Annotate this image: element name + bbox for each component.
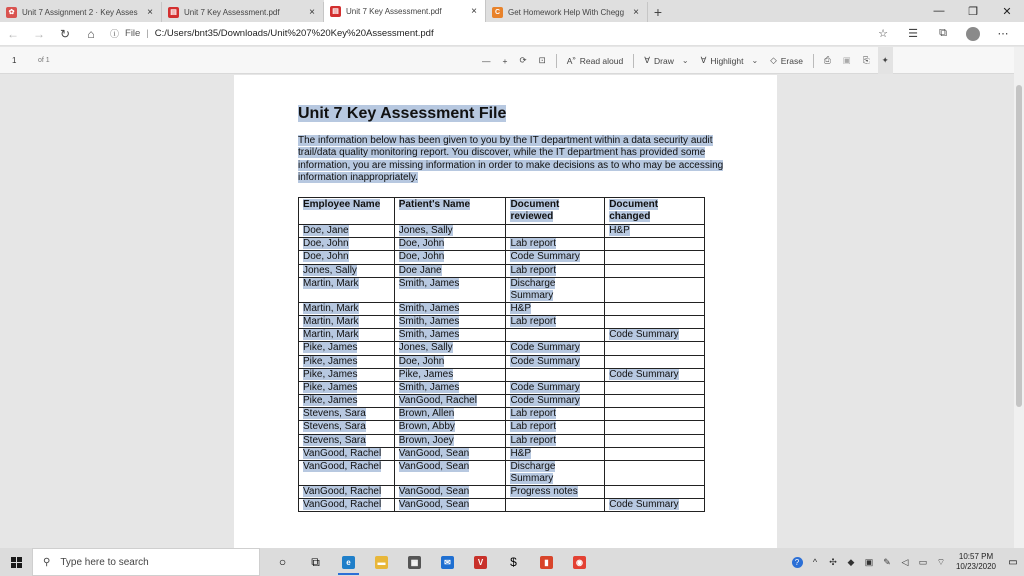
rotate-button[interactable]	[515, 47, 530, 74]
table-cell: Discharge Summary	[506, 461, 605, 486]
table-row	[299, 486, 705, 499]
display-icon[interactable]: ▣	[864, 556, 874, 567]
close-window-button[interactable]: ✕	[1002, 5, 1012, 18]
rotate-icon: ⟳	[519, 55, 527, 65]
table-cell: VanGood, Rachel	[394, 395, 506, 408]
table-row	[299, 225, 705, 238]
file-explorer-taskbar-button[interactable]	[365, 548, 398, 576]
table-cell: Progress notes	[506, 486, 605, 499]
table-cell: Lab report	[506, 421, 605, 434]
table-cell: Pike, James	[394, 368, 506, 381]
table-cell: Doe, John	[299, 238, 395, 251]
table-cell: VanGood, Rachel	[299, 461, 395, 486]
table-cell: Lab report	[506, 264, 605, 277]
table-cell: Doe Jane	[394, 264, 506, 277]
table-cell	[605, 355, 705, 368]
table-row	[299, 342, 705, 355]
office-taskbar-button[interactable]	[530, 548, 563, 576]
eraser-icon: ◇	[770, 55, 777, 65]
save-as-icon: ⎘	[862, 55, 870, 65]
table-cell	[605, 461, 705, 486]
table-cell: Lab report	[506, 434, 605, 447]
table-row	[299, 434, 705, 447]
table-cell: Smith, James	[394, 381, 506, 394]
refresh-button[interactable]	[52, 22, 78, 46]
office-icon: ▮	[540, 556, 553, 569]
table-cell	[605, 486, 705, 499]
pdf-icon: ▤	[330, 6, 341, 17]
pin-icon: ✦	[881, 55, 889, 65]
table-cell: Doe, John	[394, 355, 506, 368]
toolbar-divider	[633, 54, 634, 68]
table-cell	[605, 315, 705, 328]
chegg-icon: C	[492, 7, 503, 18]
table-cell	[605, 277, 705, 302]
save-button[interactable]	[839, 47, 855, 74]
close-tab-icon[interactable]: ×	[471, 5, 477, 17]
start-button[interactable]	[0, 548, 32, 576]
chevron-up-icon[interactable]: ^	[812, 557, 818, 567]
chrome-icon: ◉	[573, 556, 586, 569]
browser-tab[interactable]	[486, 2, 648, 22]
table-cell: H&P	[506, 447, 605, 460]
file-explorer-icon: ▬	[375, 556, 388, 569]
pen-icon[interactable]: ✎	[883, 556, 891, 567]
pdf-page	[234, 75, 777, 548]
table-cell: Doe, Jane	[299, 225, 395, 238]
table-cell: Stevens, Sara	[299, 408, 395, 421]
draw-icon: ∀	[644, 55, 651, 65]
edge-icon: e	[342, 556, 355, 569]
table-cell: VanGood, Sean	[394, 499, 506, 512]
table-row	[299, 395, 705, 408]
table-row	[299, 355, 705, 368]
table-cell: Code Summary	[506, 395, 605, 408]
table-cell: Brown, Abby	[394, 421, 506, 434]
task-view-taskbar-button[interactable]	[299, 548, 332, 576]
chevron-down-icon[interactable]: ⌄	[751, 56, 759, 65]
table-cell	[605, 421, 705, 434]
table-cell: VanGood, Rachel	[299, 499, 395, 512]
read-aloud-label: Read aloud	[579, 55, 624, 66]
search-placeholder: Type here to search	[60, 556, 149, 568]
table-row	[299, 408, 705, 421]
table-cell: Smith, James	[394, 277, 506, 302]
mail-icon: ✉	[441, 556, 454, 569]
zoom-in-button[interactable]: +	[502, 55, 508, 66]
table-cell: Code Summary	[605, 499, 705, 512]
table-row	[299, 238, 705, 251]
table-cell: Smith, James	[394, 302, 506, 315]
table-row	[299, 447, 705, 460]
scrollbar-thumb[interactable]	[1016, 85, 1022, 407]
table-cell: Doe, John	[394, 251, 506, 264]
table-cell	[605, 381, 705, 394]
table-row	[299, 461, 705, 486]
new-tab-button[interactable]: +	[653, 4, 663, 20]
address-bar	[0, 22, 1024, 46]
more-icon: ⋯	[997, 28, 1009, 40]
table-cell	[506, 368, 605, 381]
vertical-scrollbar[interactable]	[1014, 47, 1024, 548]
tab-strip	[0, 0, 1024, 22]
table-header-cell: Document changed	[605, 198, 705, 225]
table-cell	[605, 238, 705, 251]
table-cell: Pike, James	[299, 368, 395, 381]
table-cell: VanGood, Sean	[394, 486, 506, 499]
settings-menu-button[interactable]	[988, 22, 1018, 46]
table-cell: H&P	[506, 302, 605, 315]
table-cell: Jones, Sally	[394, 342, 506, 355]
maximize-button[interactable]: ❐	[968, 5, 978, 18]
url-separator: |	[146, 28, 149, 39]
table-cell: VanGood, Sean	[394, 447, 506, 460]
search-icon: ⚲	[43, 556, 51, 568]
table-cell: Stevens, Sara	[299, 434, 395, 447]
fit-page-icon: ⊡	[538, 55, 546, 65]
table-cell: Lab report	[506, 238, 605, 251]
close-tab-icon[interactable]: ×	[633, 6, 639, 18]
taskbar	[0, 548, 1024, 576]
table-cell: Jones, Sally	[394, 225, 506, 238]
table-cell	[605, 302, 705, 315]
mail-taskbar-button[interactable]	[431, 548, 464, 576]
pdf-icon: ▤	[168, 7, 179, 18]
table-header-cell: Document reviewed	[506, 198, 605, 225]
table-row	[299, 302, 705, 315]
draw-label: Draw	[654, 55, 674, 66]
close-tab-icon[interactable]: ×	[147, 6, 153, 18]
course-icon: ✿	[6, 7, 17, 18]
table-cell: Stevens, Sara	[299, 421, 395, 434]
table-row	[299, 264, 705, 277]
table-cell: Lab report	[506, 408, 605, 421]
table-cell	[605, 251, 705, 264]
back-button[interactable]	[0, 22, 26, 46]
erase-button[interactable]	[766, 47, 807, 74]
favorites-list-icon: ☰	[908, 28, 918, 40]
table-cell: Jones, Sally	[299, 264, 395, 277]
table-cell	[605, 408, 705, 421]
table-cell: Smith, James	[394, 315, 506, 328]
url-field[interactable]	[110, 27, 868, 40]
cortana-taskbar-button[interactable]	[266, 548, 299, 576]
help-icon[interactable]: ?	[788, 548, 806, 576]
collections-button[interactable]	[928, 22, 958, 46]
profile-button[interactable]	[958, 22, 988, 46]
table-row	[299, 277, 705, 302]
collections-icon: ⧉	[939, 27, 947, 39]
table-cell: Doe, John	[299, 251, 395, 264]
table-row	[299, 421, 705, 434]
highlight-label: Highlight	[710, 55, 744, 66]
info-icon[interactable]: ⓘ	[110, 29, 120, 39]
notification-icon: ▭	[1008, 556, 1018, 568]
highlight-button[interactable]	[697, 47, 763, 74]
table-cell: Pike, James	[299, 342, 395, 355]
star-icon: ☆	[878, 28, 888, 40]
arrow-right-icon: →	[33, 26, 45, 41]
table-row	[299, 381, 705, 394]
taskbar-search-box[interactable]	[32, 548, 260, 576]
table-cell: Discharge Summary	[506, 277, 605, 302]
table-cell	[506, 225, 605, 238]
save-as-button[interactable]	[859, 47, 874, 74]
window-controls	[922, 0, 1024, 22]
table-cell: Code Summary	[506, 342, 605, 355]
table-header-cell: Patient's Name	[394, 198, 506, 225]
app-dollar-taskbar-button[interactable]	[497, 548, 530, 576]
table-cell: Pike, James	[299, 395, 395, 408]
system-tray	[788, 548, 1024, 576]
url-scheme-label: File	[125, 28, 141, 39]
clock-time: 10:57 PM	[958, 552, 994, 561]
app-red-taskbar-button[interactable]	[464, 548, 497, 576]
battery-icon[interactable]: ▭	[918, 556, 928, 567]
table-cell: Code Summary	[506, 251, 605, 264]
table-cell: Brown, Joey	[394, 434, 506, 447]
table-cell: Martin, Mark	[299, 277, 395, 302]
cortana-icon: ○	[278, 555, 287, 569]
task-view-icon: ⧉	[311, 554, 320, 569]
url-text[interactable]: C:/Users/bnt35/Downloads/Unit%207%20Key%20Assessment.pdf	[154, 28, 434, 39]
chevron-down-icon[interactable]: ⌄	[681, 56, 689, 65]
table-cell: H&P	[605, 225, 705, 238]
tab-title: Unit 7 Key Assessment.pdf	[346, 6, 442, 16]
browser-tab[interactable]	[162, 2, 324, 22]
pin-toolbar-button[interactable]	[878, 47, 893, 74]
document-intro: The information below has been given to you by the IT department within a data security audit trail/data quality monitoring report. You discover, while the IT department has provided some information, you are missing information in order to make decisions as to who may be accessing information inappropriately.	[298, 135, 724, 183]
arrow-left-icon: ←	[7, 26, 19, 41]
table-cell: Code Summary	[506, 381, 605, 394]
home-icon: ⌂	[87, 26, 95, 41]
table-cell	[506, 329, 605, 342]
minimize-button[interactable]: —	[933, 5, 945, 17]
table-row	[299, 368, 705, 381]
read-aloud-button[interactable]	[563, 47, 628, 74]
print-icon: ⎙	[823, 55, 831, 65]
table-cell: Pike, James	[299, 355, 395, 368]
table-cell: Martin, Mark	[299, 315, 395, 328]
zoom-out-button[interactable]: —	[482, 55, 491, 66]
page-count: of 1	[38, 56, 50, 64]
table-cell: Doe, John	[394, 238, 506, 251]
favorites-button[interactable]	[898, 22, 928, 46]
store-taskbar-button[interactable]	[398, 548, 431, 576]
print-button[interactable]	[820, 47, 835, 74]
windows-logo-icon	[11, 557, 22, 568]
store-icon: ▦	[408, 556, 421, 569]
access-log-table	[298, 197, 705, 512]
tab-title: Get Homework Help With Chegg	[508, 7, 625, 17]
table-cell	[605, 395, 705, 408]
table-header-cell: Employee Name	[299, 198, 395, 225]
avatar	[966, 27, 980, 41]
app-dollar-icon: $	[510, 555, 517, 569]
read-aloud-icon: A»	[566, 55, 576, 66]
close-tab-icon[interactable]: ×	[309, 6, 315, 18]
app-red-icon: V	[474, 556, 487, 569]
table-cell: Pike, James	[299, 381, 395, 394]
edge-taskbar-button[interactable]	[332, 548, 365, 576]
home-button[interactable]	[78, 22, 104, 46]
table-cell: Smith, James	[394, 329, 506, 342]
favorite-button[interactable]	[868, 22, 898, 46]
erase-label: Erase	[780, 55, 803, 66]
table-cell	[506, 499, 605, 512]
table-cell: VanGood, Sean	[394, 461, 506, 486]
table-cell: VanGood, Rachel	[299, 447, 395, 460]
table-cell: Martin, Mark	[299, 302, 395, 315]
table-cell	[605, 447, 705, 460]
network-icon[interactable]: ⌔	[936, 556, 946, 567]
table-row	[299, 329, 705, 342]
save-icon: ▣	[842, 55, 851, 65]
document-title: Unit 7 Key Assessment File	[298, 105, 507, 122]
highlight-icon: ∀	[700, 55, 707, 65]
notification-button[interactable]	[1002, 548, 1024, 576]
draw-button[interactable]	[640, 47, 692, 74]
table-cell: Brown, Allen	[394, 408, 506, 421]
table-cell: Code Summary	[506, 355, 605, 368]
refresh-icon: ↻	[59, 26, 71, 41]
browser-tab[interactable]	[324, 0, 486, 22]
page-number-input[interactable]: 1	[12, 55, 17, 65]
table-cell	[605, 264, 705, 277]
table-row	[299, 251, 705, 264]
browser-tab[interactable]	[0, 2, 162, 22]
tab-title: Unit 7 Assignment 2 · Key Asses	[22, 7, 138, 17]
volume-icon[interactable]: ◁	[901, 556, 909, 567]
tab-title: Unit 7 Key Assessment.pdf	[184, 7, 280, 17]
table-cell: VanGood, Rachel	[299, 486, 395, 499]
toolbar-divider	[556, 54, 557, 68]
table-cell: Code Summary	[605, 368, 705, 381]
table-cell: Lab report	[506, 315, 605, 328]
table-cell: Code Summary	[605, 329, 705, 342]
table-cell	[605, 342, 705, 355]
table-row	[299, 499, 705, 512]
table-row	[299, 315, 705, 328]
table-cell	[605, 434, 705, 447]
pdf-viewer[interactable]	[0, 75, 1014, 548]
toolbar-divider	[813, 54, 814, 68]
clock[interactable]	[950, 552, 1002, 572]
clock-date: 10/23/2020	[955, 562, 997, 571]
table-cell: Martin, Mark	[299, 329, 395, 342]
shield-icon[interactable]: ◆	[847, 556, 855, 567]
fit-page-button[interactable]	[535, 47, 550, 74]
forward-button[interactable]	[26, 22, 52, 46]
dropbox-icon[interactable]: ✣	[829, 556, 837, 567]
table-header-row	[299, 198, 705, 225]
chrome-taskbar-button[interactable]	[563, 548, 596, 576]
pdf-toolbar	[0, 47, 1024, 74]
